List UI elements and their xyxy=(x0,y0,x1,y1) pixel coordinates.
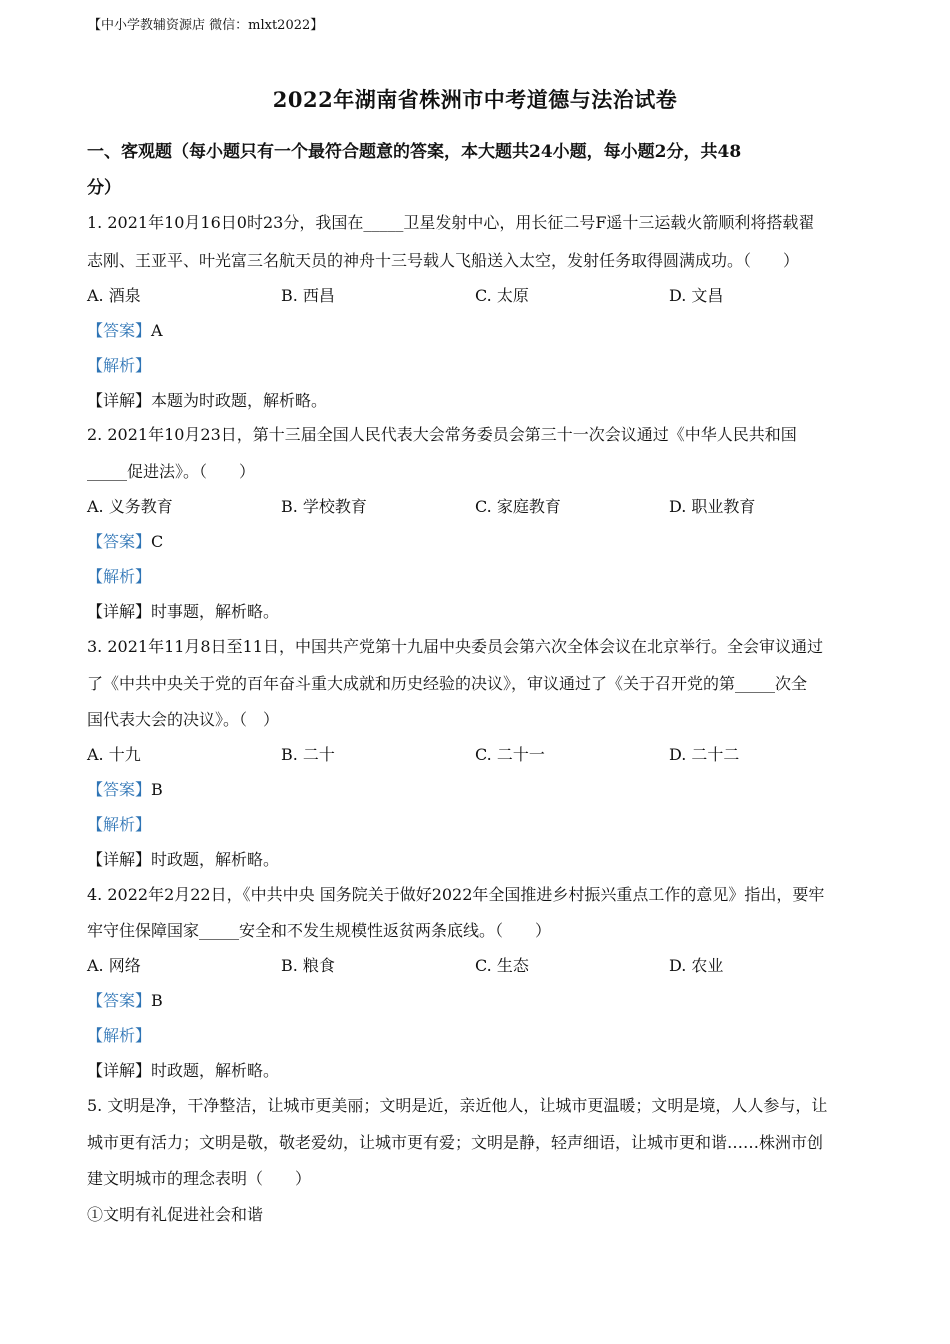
question-text: 了《中共中央关于党的百年奋斗重大成就和历史经验的决议》，审议通过了《关于召开党的第_____次全 xyxy=(87,674,808,693)
answer-tag: 【答案】 xyxy=(87,991,152,1010)
answer-value: B xyxy=(151,991,163,1010)
answer-value: A xyxy=(151,321,163,340)
option-c: C. 太原 xyxy=(475,286,529,305)
question-text: 5. 文明是净，干净整洁，让城市更美丽；文明是近，亲近他人，让城市更温暖；文明是境，人人参与，让 xyxy=(87,1096,828,1115)
detail-text: 【详解】时政题，解析略。 xyxy=(87,850,280,869)
answer-tag: 【答案】 xyxy=(87,780,152,799)
question-text: _____促进法》。（ ） xyxy=(87,462,256,481)
question-text: 国代表大会的决议》。（ ） xyxy=(87,710,280,729)
section-heading: 一、客观题（每小题只有一个最符合题意的答案，本大题共24小题，每小题2分，共48 xyxy=(87,142,742,162)
option-a: A. 酒泉 xyxy=(87,286,141,305)
option-a: A. 义务教育 xyxy=(87,497,173,516)
page-title: 2022年湖南省株洲市中考道德与法治试卷 xyxy=(272,87,678,112)
option-b: B. 学校教育 xyxy=(281,497,367,516)
analysis-tag: 【解析】 xyxy=(87,815,152,834)
question-text: 志刚、王亚平、叶光富三名航天员的神舟十三号载人飞船送入太空，发射任务取得圆满成功。（ ） xyxy=(87,251,800,270)
detail-text: 【详解】时政题，解析略。 xyxy=(87,1061,280,1080)
statement-1: ①文明有礼促进社会和谐 xyxy=(87,1205,264,1224)
question-text: 建文明城市的理念表明（ ） xyxy=(87,1169,312,1188)
detail-text: 【详解】时事题，解析略。 xyxy=(87,602,280,621)
answer-value: B xyxy=(151,780,163,799)
option-d: D. 职业教育 xyxy=(669,497,756,516)
answer-tag: 【答案】 xyxy=(87,321,152,340)
option-b: B. 粮食 xyxy=(281,956,335,975)
analysis-tag: 【解析】 xyxy=(87,356,152,375)
answer-line xyxy=(87,991,163,1011)
option-c: C. 家庭教育 xyxy=(475,497,561,516)
answer-tag: 【答案】 xyxy=(87,532,152,551)
option-d: D. 二十二 xyxy=(669,745,740,764)
question-text: 城市更有活力；文明是敬，敬老爱幼，让城市更有爱；文明是静，轻声细语，让城市更和谐……株洲市创 xyxy=(87,1133,824,1152)
option-c: C. 生态 xyxy=(475,956,529,975)
analysis-tag: 【解析】 xyxy=(87,1026,152,1045)
option-b: B. 西昌 xyxy=(281,286,335,305)
answer-line xyxy=(87,780,163,800)
answer-value: C xyxy=(151,532,164,551)
option-c: C. 二十一 xyxy=(475,745,545,764)
detail-text: 【详解】本题为时政题，解析略。 xyxy=(87,391,328,410)
section-heading-cont: 分） xyxy=(87,178,121,198)
answer-line xyxy=(87,532,163,552)
option-a: A. 十九 xyxy=(87,745,141,764)
analysis-tag: 【解析】 xyxy=(87,567,152,586)
option-b: B. 二十 xyxy=(281,745,335,764)
page-header: 【中小学教辅资源店 微信：mlxt2022】 xyxy=(88,18,324,33)
option-d: D. 文昌 xyxy=(669,286,724,305)
question-text: 牢守住保障国家_____安全和不发生规模性返贫两条底线。（ ） xyxy=(87,921,552,940)
option-a: A. 网络 xyxy=(87,956,141,975)
answer-line xyxy=(87,321,163,341)
question-text: 4. 2022年2月22日，《中共中央 国务院关于做好2022年全国推进乡村振兴重点工作的意见》指出，要牢 xyxy=(87,885,825,904)
question-text: 3. 2021年11月8日至11日，中国共产党第十九届中央委员会第六次全体会议在北京举行。全会审议通过 xyxy=(87,637,823,656)
question-text: 1. 2021年10月16日0时23分，我国在_____卫星发射中心，用长征二号F遥十三运载火箭顺利将搭载翟 xyxy=(87,213,815,232)
option-d: D. 农业 xyxy=(669,956,724,975)
question-text: 2. 2021年10月23日，第十三届全国人民代表大会常务委员会第三十一次会议通过《中华人民共和国 xyxy=(87,425,797,444)
